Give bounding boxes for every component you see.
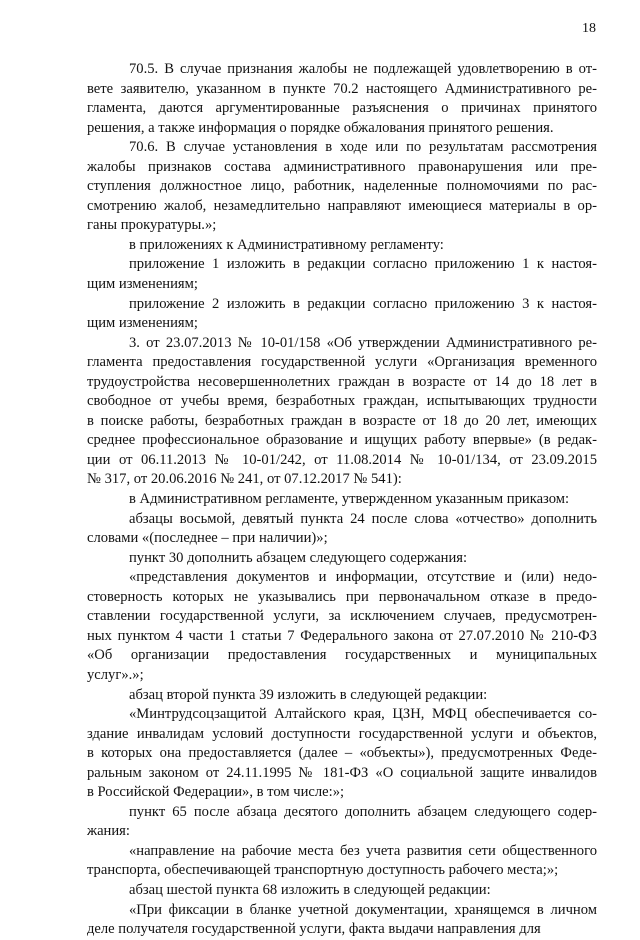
text-line: щим изменениям; — [87, 315, 198, 332]
text-line: ных пунктом 4 части 1 статьи 7 Федерального закона от 27.07.2010 № 210-ФЗ — [87, 627, 597, 644]
paragraph — [87, 490, 597, 510]
text-line: ступления должностное лицо, работник, наделенные полномочиями по рас- — [87, 178, 597, 195]
text-line: 70.5. В случае признания жалобы не подлежащей удовлетворению в от- — [129, 61, 597, 77]
text-line: «направление на рабочие места без учета развития сети общественного — [129, 842, 597, 859]
paragraph — [87, 236, 597, 256]
paragraph — [87, 705, 597, 803]
text-line: свободное от учебы время, безработных граждан, испытывающих трудности — [87, 393, 597, 410]
text-line: стоверность которых не указывались при первоначальном отказе в предо- — [87, 588, 597, 605]
paragraph — [87, 138, 597, 236]
text-line: ральным законом от 24.11.1995 № 181-ФЗ «О социальной защите инвалидов — [87, 764, 597, 781]
text-line: ганы прокуратуры.»; — [87, 217, 217, 234]
page-number: 18 — [582, 21, 596, 36]
text-line: пункт 30 дополнить абзацем следующего содержания: — [129, 549, 468, 566]
paragraph — [87, 686, 597, 706]
paragraph — [87, 255, 597, 294]
text-line: 3. от 23.07.2013 № 10-01/158 «Об утверждении Административного ре- — [129, 334, 597, 351]
text-line: в Административном регламенте, утвержденном указанным приказом: — [129, 491, 570, 508]
text-line: пункт 65 после абзаца десятого дополнить абзацем следующего содер- — [129, 803, 597, 820]
text-line: «Об организации предоставления государственных и муниципальных — [87, 647, 597, 664]
text-line: в которых она предоставляется (далее – «объекты»), предусмотренных Феде- — [87, 745, 597, 762]
paragraph — [87, 901, 597, 940]
document-body — [87, 60, 597, 940]
text-line: «Минтрудсоцзащитой Алтайского края, ЦЗН, МФЦ обеспечивается со- — [129, 706, 597, 723]
text-line: щим изменениям; — [87, 276, 198, 293]
text-line: в Российской Федерации», в том числе:»; — [87, 784, 345, 801]
text-line: абзац шестой пункта 68 изложить в следующей редакции: — [129, 881, 491, 898]
text-line: гламента предоставления государственной услуги «Организация временного — [87, 354, 597, 371]
paragraph — [87, 510, 597, 549]
text-line: в поиске работы, безработных граждан в возрасте от 18 до 20 лет, имеющих — [87, 412, 597, 429]
paragraph — [87, 881, 597, 901]
text-line: в приложениях к Административному регламенту: — [129, 236, 444, 253]
text-line: здание инвалидам условий доступности государственной услуги и объектов, — [87, 725, 597, 742]
paragraph — [87, 803, 597, 842]
text-line: абзац второй пункта 39 изложить в следующей редакции: — [129, 686, 488, 703]
text-line: словами «(последнее – при наличии)»; — [87, 530, 328, 547]
text-line: приложение 2 изложить в редакции согласно приложению 3 к настоя- — [129, 295, 597, 312]
text-line: вете заявителю, указанном в пункте 70.2 настоящего Административного ре- — [87, 80, 597, 97]
text-line: транспорта, обеспечивающей транспортную доступность рабочего места;»; — [87, 862, 559, 879]
text-line: деле получателя государственной услуги, факта выдачи направления для — [87, 921, 541, 938]
text-line: среднее профессиональное образование и ищущих работу впервые» (в редак- — [87, 432, 597, 449]
text-line: жания: — [87, 823, 130, 840]
paragraph — [87, 295, 597, 334]
text-line: решения, а также информация о порядке обжалования принятого решения. — [87, 119, 554, 136]
paragraph — [87, 60, 597, 138]
paragraph — [87, 568, 597, 685]
text-line: смотрению жалоб, незамедлительно направляют имеющиеся материалы в ор- — [87, 197, 597, 214]
text-line: приложение 1 изложить в редакции согласно приложению 1 к настоя- — [129, 256, 597, 273]
text-line: «При фиксации в бланке учетной документации, хранящемся в личном — [129, 901, 597, 918]
text-line: жалобы признаков состава административного правонарушения или пре- — [87, 158, 597, 175]
text-line: ции от 06.11.2013 № 10-01/242, от 11.08.2014 № 10-01/134, от 23.09.2015 — [87, 451, 597, 468]
text-line: «представления документов и информации, отсутствие и (или) недо- — [129, 569, 597, 586]
text-line: 70.6. В случае установления в ходе или по результатам рассмотрения — [129, 139, 597, 156]
text-line: трудоустройства несовершеннолетних граждан в возрасте от 14 до 18 лет в — [87, 373, 597, 390]
text-line: абзацы восьмой, девятый пункта 24 после слова «отчество» дополнить — [129, 510, 597, 527]
text-line: ставлении государственной услуги, за исключением случаев, предусмотрен- — [87, 608, 597, 625]
paragraph — [87, 549, 597, 569]
paragraph — [87, 334, 597, 490]
text-line: услуг».»; — [87, 666, 144, 683]
paragraph — [87, 842, 597, 881]
text-line: № 317, от 20.06.2016 № 241, от 07.12.2017 № 541): — [87, 471, 402, 488]
text-line: гламента, даются аргументированные разъяснения о причинах принятого — [87, 100, 597, 117]
